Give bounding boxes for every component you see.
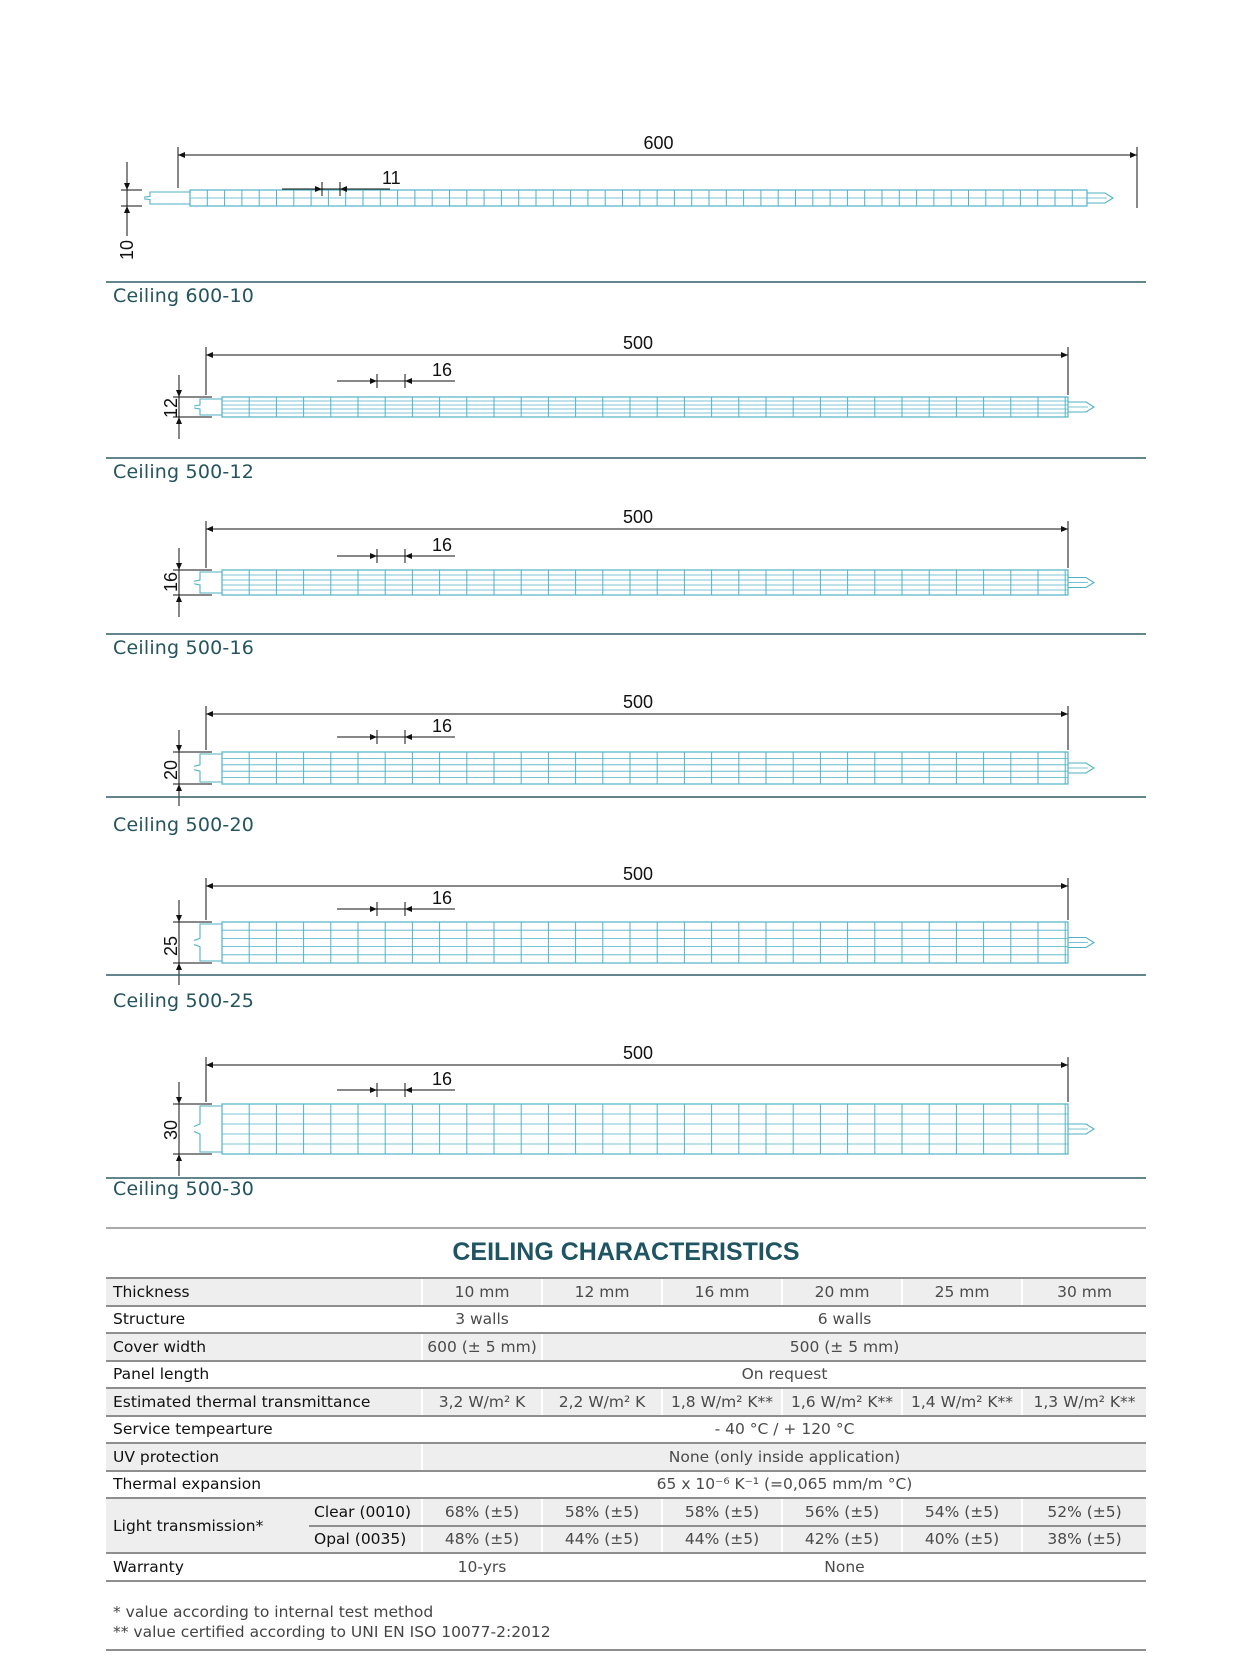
row-thermal	[106, 1388, 1146, 1416]
label-light-clear: Clear (0010)	[309, 1498, 422, 1526]
left-joint	[194, 399, 222, 415]
caption-500-12: Ceiling 500-12	[113, 461, 255, 483]
caption-500-30: Ceiling 500-30	[113, 1178, 255, 1200]
left-joint	[194, 924, 222, 961]
caption-500-20: Ceiling 500-20	[113, 814, 255, 836]
clear-20: 56% (±5)	[782, 1498, 902, 1526]
expansion-value: 65 x 10⁻⁶ K⁻¹ (=0,065 mm/m °C)	[422, 1471, 1146, 1499]
thickness-label: 10	[117, 239, 137, 260]
panel-outline	[222, 570, 1068, 595]
caption-600-10: Ceiling 600-10	[113, 285, 255, 307]
clear-10: 68% (±5)	[422, 1498, 542, 1526]
left-joint	[194, 1106, 222, 1152]
profile-drawing-500-16	[106, 507, 1146, 634]
footnote-internal-test: * value according to internal test method	[113, 1603, 434, 1621]
thickness-label: 30	[161, 1119, 181, 1140]
pitch-label: 16	[432, 888, 453, 908]
label-thickness: Thickness	[106, 1278, 422, 1306]
thickness-25: 25 mm	[902, 1278, 1022, 1306]
pitch-label: 16	[432, 535, 453, 555]
opal-16: 44% (±5)	[662, 1526, 782, 1554]
width-label: 500	[623, 507, 654, 527]
label-thermal: Estimated thermal transmittance	[106, 1388, 422, 1416]
profile-drawing-500-30	[106, 1043, 1146, 1228]
label-cover-width: Cover width	[106, 1333, 422, 1361]
row-thickness	[106, 1278, 1146, 1306]
panel-outline	[222, 922, 1068, 963]
thickness-20: 20 mm	[782, 1278, 902, 1306]
caption-500-16: Ceiling 500-16	[113, 637, 255, 659]
thickness-30: 30 mm	[1022, 1278, 1146, 1306]
row-panel-length	[106, 1361, 1146, 1389]
row-cover-width	[106, 1333, 1146, 1361]
row-expansion	[106, 1471, 1146, 1499]
cover-10: 600 (± 5 mm)	[422, 1333, 542, 1361]
width-label: 600	[643, 133, 674, 153]
width-label: 500	[623, 864, 654, 884]
opal-30: 38% (±5)	[1022, 1526, 1146, 1554]
row-structure	[106, 1306, 1146, 1334]
row-light-clear	[106, 1498, 1146, 1526]
footnote-certified: ** value certified according to UNI EN ISO 10077-2:2012	[113, 1623, 551, 1641]
label-light: Light transmission*	[106, 1498, 309, 1553]
clear-16: 58% (±5)	[662, 1498, 782, 1526]
opal-25: 40% (±5)	[902, 1526, 1022, 1554]
thermal-16: 1,8 W/m² K**	[662, 1388, 782, 1416]
pitch-label: 16	[432, 1069, 453, 1089]
thermal-20: 1,6 W/m² K**	[782, 1388, 902, 1416]
service-temperature-value: - 40 °C / + 120 °C	[422, 1416, 1146, 1444]
left-joint	[144, 192, 190, 204]
label-structure: Structure	[106, 1306, 422, 1334]
panel-outline	[222, 752, 1068, 784]
thickness-label: 20	[161, 759, 181, 780]
thickness-label: 16	[161, 571, 181, 592]
clear-30: 52% (±5)	[1022, 1498, 1146, 1526]
thickness-10: 10 mm	[422, 1278, 542, 1306]
profile-drawing-500-25	[106, 864, 1146, 985]
clear-25: 54% (±5)	[902, 1498, 1022, 1526]
opal-20: 42% (±5)	[782, 1526, 902, 1554]
thermal-10: 3,2 W/m² K	[422, 1388, 542, 1416]
thickness-label: 12	[161, 397, 181, 418]
uv-value: None (only inside application)	[422, 1443, 1146, 1471]
profile-drawing-500-20	[106, 692, 1146, 806]
structure-10: 3 walls	[422, 1306, 542, 1334]
clear-12: 58% (±5)	[542, 1498, 662, 1526]
characteristics-title: CEILING CHARACTERISTICS	[452, 1238, 800, 1266]
cover-rest: 500 (± 5 mm)	[542, 1333, 1146, 1361]
panel-outline	[222, 1104, 1068, 1154]
opal-12: 44% (±5)	[542, 1526, 662, 1554]
thermal-30: 1,3 W/m² K**	[1022, 1388, 1146, 1416]
profile-drawing-600-10	[106, 133, 1146, 282]
pitch-label: 11	[382, 168, 401, 188]
warranty-10: 10-yrs	[422, 1553, 542, 1581]
width-label: 500	[623, 1043, 654, 1063]
thickness-label: 25	[161, 935, 181, 956]
thermal-12: 2,2 W/m² K	[542, 1388, 662, 1416]
characteristics-table	[106, 1277, 1146, 1582]
label-service-temperature: Service tempearture	[106, 1416, 422, 1444]
bottom-rule	[106, 1649, 1146, 1651]
width-label: 500	[623, 333, 654, 353]
panel-outline	[222, 397, 1068, 417]
left-joint	[194, 754, 222, 782]
panel-length-value: On request	[422, 1361, 1146, 1389]
warranty-rest: None	[542, 1553, 1146, 1581]
left-joint	[194, 572, 222, 593]
row-warranty	[106, 1553, 1146, 1581]
label-light-opal: Opal (0035)	[309, 1526, 422, 1554]
pitch-label: 16	[432, 716, 453, 736]
row-service-temperature	[106, 1416, 1146, 1444]
caption-500-25: Ceiling 500-25	[113, 990, 255, 1012]
opal-10: 48% (±5)	[422, 1526, 542, 1554]
label-warranty: Warranty	[106, 1553, 422, 1581]
thickness-12: 12 mm	[542, 1278, 662, 1306]
thermal-25: 1,4 W/m² K**	[902, 1388, 1022, 1416]
pitch-label: 16	[432, 360, 453, 380]
label-expansion: Thermal expansion	[106, 1471, 422, 1499]
label-uv: UV protection	[106, 1443, 422, 1471]
thickness-16: 16 mm	[662, 1278, 782, 1306]
profile-drawing-500-12	[106, 333, 1146, 458]
label-panel-length: Panel length	[106, 1361, 422, 1389]
width-label: 500	[623, 692, 654, 712]
structure-rest: 6 walls	[542, 1306, 1146, 1334]
row-uv	[106, 1443, 1146, 1471]
